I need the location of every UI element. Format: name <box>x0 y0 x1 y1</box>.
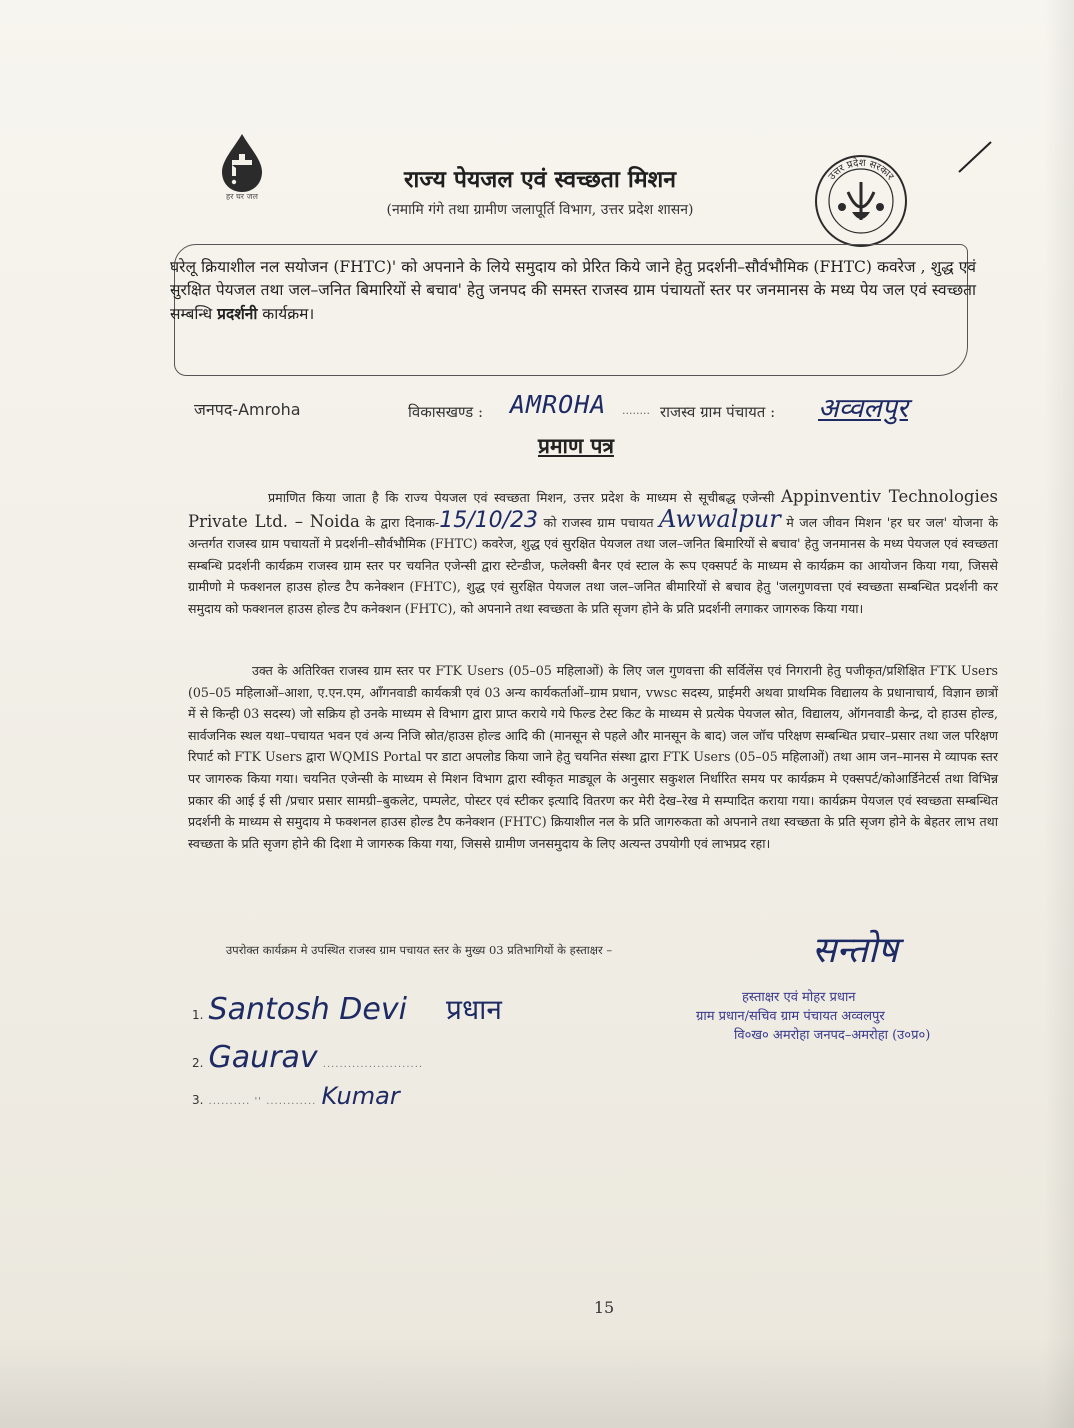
up-government-emblem <box>812 152 910 250</box>
village-handwritten: Awwalpur <box>659 504 781 533</box>
body-paragraph-2 <box>188 660 998 854</box>
block-value-handwritten: AMROHA <box>510 390 607 419</box>
water-drop-tap-icon <box>196 132 288 194</box>
emblem-caption: उत्तर प्रदेश सरकार <box>826 157 896 183</box>
stamp-line-3: वि०ख० अमरोहा जनपद–अमरोहा (उ०प्र०) <box>734 1028 931 1043</box>
participant-number: 1. <box>192 1008 204 1022</box>
gram-panchayat-value-handwritten: अव्वलपुर <box>818 393 908 424</box>
participant-number: 3. <box>192 1093 204 1107</box>
pradhan-stamp <box>696 988 966 1045</box>
participant-dots: ........................ <box>322 1059 424 1070</box>
har-ghar-jal-logo <box>196 132 288 224</box>
logo-left-caption: हर घर जल <box>226 192 258 201</box>
para1-date-label: के द्वारा दिनाक- <box>359 514 440 530</box>
stamp-line-1: हस्ताक्षर एवं मोहर प्रधान <box>742 990 856 1005</box>
topic-text-end: कार्यक्रम। <box>257 305 315 323</box>
agency-name: Appinventiv Technologies Private Ltd. – Noida <box>188 487 998 531</box>
gram-panchayat-label: राजस्व ग्राम पंचायत : <box>660 403 776 421</box>
svg-text:उत्तर प्रदेश सरकार <box>826 157 896 183</box>
participant-dots: .......... '' ............ <box>208 1096 317 1107</box>
participant-name-handwritten: Santosh Devi <box>208 992 407 1027</box>
para2-text: उक्त के अतिरिक्त राजस्व ग्राम स्तर पर FTK Users (05–05 महिलाओं) के लिए जल गुणवत्ता की सर्विलेंस एवं निगरानी हेतु पजीकृत/प्रशिक्षित FTK Users (05–05 महिलाओं–आशा, ए.एन.एम, आँगनवाडी कार्यकत्री एवं 03 अन्य कार्यकर्ताओं–ग्राम प्रधान, vwsc सदस्य, प्राईमरी अथवा प्राथमिक विद्यालय के प्रधानाचार्य, विज्ञान छात्रों में से किन्ही 03 सदस्य) जो सक्रिय हो उनके माध्यम से विभाग द्वारा प्राप्त कराये गये फिल्ड टेस्ट किट के माध्यम से प्रत्येक पेयजल स्रोत, विद्यालय, ऑगनवाडी केन्द्र, दो हाउस होल्ड, सार्वजनिक स्थल यथा–पचायत भवन एवं अन्य निजि स्रोत/हाउस होल्ड आदि की (मानसून से पहले और मानसून के बाद) जल जॉच परिक्षण सम्बन्धित प्रचार–प्रसार तथा जल परिक्षण रिपार्ट को FTK Users द्वारा WQMIS Portal पर डाटा अपलोड किया जाने हेतु चयनित संस्था द्वारा FTK Users (05–05 महिलाओं) तथा आम जन–मानस मे व्यापक स्तर पर जागरुक किया गया। चयनित एजेन्सी के माध्यम से मिशन विभाग द्वारा स्वीकृत माड्यूल के अनुसार सकुशल निर्धारित समय पर कार्यक्रम मे एक्सपर्ट/कोआर्डिनेटर्स तथा विभिन्न प्रकार की आई ई सी /प्रचार प्रसार सामग्री–बुकलेट, पम्पलेट, पोस्टर एवं स्टीकर इत्यादि वितरण कर मेरी देख–रेख मे सम्पादित कराया गया। कार्यक्रम पेयजल एवं स्वच्छता सम्बन्धित प्रदर्शनी के माध्यम से समुदाय मे फक्शनल हाउस होल्ड टैप कनेक्शन (FHTC) क्रियाशील नल के प्रति जागरुकता को अपनाने तथा स्वच्छता के प्रति सृजग होने के बेहतर लाभ तथा स्वच्छता के प्रति सृजग होने की दिशा मे जागरुक किया गया, जिससे ग्रामीण जनसमुदाय के लिए अत्यन्त उपयोगी एवं लाभप्रद रहा। <box>188 663 998 851</box>
district-label: जनपद-Amroha <box>194 400 301 419</box>
participant-row-2 <box>192 1040 423 1075</box>
page-shadow-bottom <box>0 1338 1074 1428</box>
participant-name-handwritten: Gaurav <box>208 1040 318 1075</box>
body-paragraph-1 <box>188 486 998 620</box>
participant-row-1 <box>192 990 502 1028</box>
topic-text <box>170 256 976 326</box>
certificate-title: प्रमाण पत्र <box>538 433 614 458</box>
tick-mark-icon <box>955 138 995 178</box>
stamp-line-2: ग्राम प्रधान/सचिव ग्राम पंचायत अव्वलपुर <box>696 1009 885 1024</box>
header-title: राज्य पेयजल एवं स्वच्छता मिशन <box>404 166 676 193</box>
topic-text-bold: प्रदर्शनी <box>217 304 258 323</box>
topic-text-main: घरेलू क्रियाशील नल सयोजन (FHTC)' को अपनाने के लिये समुदाय को प्रेरित किये जाने हेतु प्रदर्शनी–सौर्वभौमिक (FHTC) कवरेज , शुद्ध एवं सुरक्षित पेयजल तथा जल–जनित बिमारियों से बचाव' हेतु जनपद की समस्त राजस्व ग्राम पंचायतों स्तर पर जनमानस के मध्य पेय जल एवं स्वच्छता सम्बन्धि <box>170 258 976 323</box>
participant-role-handwritten: प्रधान <box>446 993 502 1026</box>
participant-name-handwritten: Kumar <box>321 1082 400 1110</box>
block-label: विकासखण्ड : <box>408 403 484 421</box>
participant-number: 2. <box>192 1056 204 1070</box>
participants-intro: उपरोक्त कार्यक्रम मे उपस्थित राजस्व ग्राम पचायत स्तर के मुख्य 03 प्रतिभागियों के हस्ताक्षर – <box>225 943 613 957</box>
pradhan-signature: सन्तोष <box>812 930 899 971</box>
para1-rest: मे जल जीवन मिशन 'हर घर जल' योजना के अन्तर्गत राजस्व ग्राम पचायतों मे प्रदर्शनी–सौर्वभौमिक (FHTC) कवरेज, शुद्ध एवं सुरक्षित पेयजल तथा जल–जनित बिमारियों से बचाव' हेतु जनमानस के मध्य पेयजल एवं स्वच्छता सम्बन्धि प्रदर्शनी कार्यक्रम राजस्व ग्राम स्तर पर चयनित एजेन्सी द्वारा स्टेन्डीज, फलेक्सी बैनर एवं स्टाल के रूप एक्सपर्ट के माध्यम से कार्यक्रम का आयोजन किया गया, जिससे ग्रामीणो मे फक्शनल हाउस होल्ड टैप कनेक्शन (FHTC), शुद्ध एवं सुरक्षित पेयजल तथा जल–जनित बीमारियों से बचाव हेतु 'जलगुणवत्ता एवं स्वच्छता सम्बन्धित प्रदर्शनी कर समुदाय को फक्शनल हाउस होल्ड टैप कनेक्शन (FHTC), को अपनाने तथा स्वच्छता के प्रति सृजग होने के प्रति प्रदर्शनी लगाकर जागरुक किया गया। <box>188 514 998 616</box>
page-number: 15 <box>593 1298 615 1317</box>
page-shadow-right <box>1044 0 1074 1428</box>
header-subtitle: (नमामि गंगे तथा ग्रामीण जलापूर्ति विभाग, उत्तर प्रदेश शासन) <box>386 202 694 218</box>
para1-intro: प्रमाणित किया जाता है कि राज्य पेयजल एवं स्वच्छता मिशन, उत्तर प्रदेश के माध्यम से सूचीबद्ध एजेन्सी <box>268 490 782 505</box>
para1-village-label: को राजस्व ग्राम पचायत <box>538 514 660 530</box>
date-handwritten: 15/10/23 <box>439 507 539 533</box>
participant-row-3 <box>192 1082 400 1110</box>
block-dots: ........ <box>622 404 650 417</box>
